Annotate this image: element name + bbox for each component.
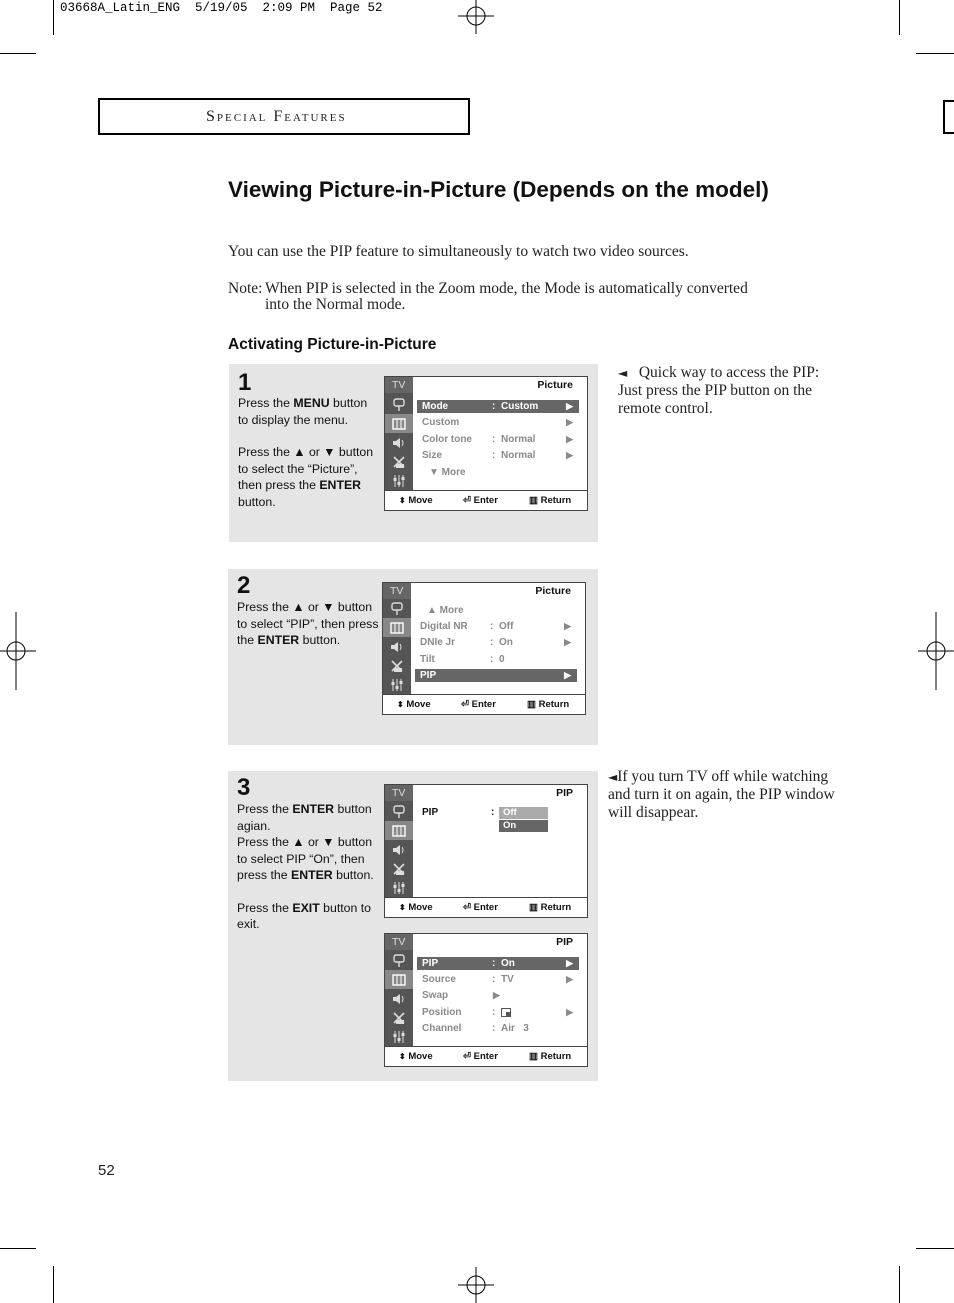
subheading: Activating Picture-in-Picture — [228, 336, 437, 353]
tip-line: Just press the PIP button on the — [618, 382, 813, 399]
picture-icon — [383, 618, 411, 637]
position-icon — [501, 1008, 511, 1021]
return-icon: ▥ — [529, 495, 538, 506]
sound-icon — [385, 840, 413, 859]
move-hint: ⬍ Move — [399, 902, 433, 913]
return-icon: ▥ — [527, 699, 536, 710]
return-icon: ▥ — [529, 1051, 538, 1062]
setup-icon — [385, 471, 413, 490]
osd-footer — [385, 490, 587, 510]
osd-row-position[interactable]: Position : ▶ — [417, 1006, 579, 1019]
note-label: Note: — [228, 280, 263, 297]
osd-row-tilt[interactable]: Tilt : 0 — [420, 654, 505, 665]
registration-mark-icon — [918, 612, 954, 690]
osd-picture-menu-2 — [382, 582, 586, 715]
enter-hint: ⏎ Enter — [463, 902, 498, 913]
osd-row-more[interactable]: ▼ More — [429, 467, 466, 478]
step-number: 3 — [237, 774, 251, 801]
updown-arrow-icon: ⬍ — [399, 1052, 406, 1061]
sound-icon — [385, 433, 413, 452]
step-2-panel — [228, 569, 598, 745]
step-1-instructions: Press the MENU button to display the menu. Press the ▲ or ▼ button to select the “Picture”, then press the ENTER button. — [238, 396, 374, 509]
move-hint: ⬍ Move — [399, 1051, 433, 1062]
osd-row-size[interactable]: Size : Normal ▶ — [422, 450, 573, 461]
return-hint: ▥ Return — [527, 699, 570, 710]
registration-mark-icon — [458, 0, 494, 36]
osd-row-more[interactable]: ▲ More — [427, 605, 464, 616]
osd-footer — [385, 1046, 587, 1066]
tip-quick-access — [618, 364, 848, 418]
osd-row-swap[interactable]: Swap ▶ — [422, 990, 500, 1001]
crop-mark — [53, 0, 54, 35]
crop-mark — [899, 0, 900, 35]
picture-icon — [385, 970, 413, 989]
updown-arrow-icon: ⬍ — [397, 700, 404, 709]
osd-title: PIP — [556, 936, 573, 948]
move-hint: ⬍ Move — [399, 495, 433, 506]
osd-row-mode[interactable]: Mode : Custom ▶ — [417, 400, 579, 413]
crop-mark — [53, 1266, 54, 1303]
input-icon — [385, 802, 413, 821]
channel-icon — [383, 656, 411, 675]
page-title: Viewing Picture-in-Picture (Depends on the model) — [228, 177, 769, 202]
osd-pip-label: PIP — [422, 807, 439, 818]
osd-row-color-tone[interactable]: Color tone : Normal ▶ — [422, 434, 573, 445]
note-text: into the Normal mode. — [265, 296, 406, 313]
sound-icon — [385, 989, 413, 1008]
tip-line: If you turn TV off while watching — [617, 768, 829, 785]
registration-mark-icon — [0, 612, 36, 690]
osd-colon: : — [491, 807, 495, 818]
section-header-box — [98, 98, 470, 135]
setup-icon — [385, 1027, 413, 1046]
channel-icon — [385, 1008, 413, 1027]
crop-mark — [899, 1266, 900, 1303]
enter-icon: ⏎ — [463, 495, 471, 506]
page-number: 52 — [98, 1162, 115, 1179]
osd-row-pip[interactable]: PIP ▶ — [415, 669, 577, 682]
osd-pip-menu — [384, 784, 588, 918]
tip-line: will disappear. — [608, 804, 699, 821]
osd-tv-label: TV — [385, 934, 413, 950]
step-number: 1 — [238, 369, 252, 396]
osd-row-custom[interactable]: Custom ▶ — [422, 417, 573, 428]
osd-sidebar — [385, 785, 413, 897]
osd-title: Picture — [537, 379, 573, 391]
input-icon — [383, 599, 411, 618]
crop-mark — [916, 53, 954, 54]
osd-row-dnie[interactable]: DNIe Jr : On ▶ — [420, 637, 571, 648]
channel-icon — [385, 452, 413, 471]
osd-row-digital-nr[interactable]: Digital NR : Off ▶ — [420, 621, 571, 632]
crop-mark — [916, 1248, 954, 1249]
osd-row-channel[interactable]: Channel : Air 3 — [422, 1023, 529, 1034]
channel-icon — [385, 859, 413, 878]
pip-option-on[interactable]: On — [499, 820, 548, 832]
chapter-tab — [943, 100, 954, 134]
enter-hint: ⏎ Enter — [463, 495, 498, 506]
input-icon — [385, 951, 413, 970]
step-3-instructions: Press the ENTER button agian. Press the ▲ or ▼ button to select PIP “On”, then press the ENTER button. Press the EXIT button to exit. — [237, 802, 374, 931]
step-number: 2 — [237, 572, 251, 599]
picture-icon — [385, 414, 413, 433]
step-3-panel — [228, 771, 598, 1081]
intro-text: You can use the PIP feature to simultaneously to watch two video sources. — [228, 243, 689, 260]
pointer-left-icon: ◄ — [618, 366, 628, 380]
setup-icon — [385, 878, 413, 897]
picture-icon — [385, 821, 413, 840]
tip-power-off — [608, 768, 848, 822]
enter-icon: ⏎ — [463, 1051, 471, 1062]
tip-line: and turn it on again, the PIP window — [608, 786, 835, 803]
osd-title: PIP — [556, 787, 573, 799]
enter-icon: ⏎ — [463, 902, 471, 913]
tip-line: Quick way to access the PIP: — [638, 364, 820, 381]
return-hint: ▥ Return — [529, 495, 572, 506]
step-2-instructions: Press the ▲ or ▼ button to select “PIP”, then press the ENTER button. — [237, 600, 379, 647]
note-text: When PIP is selected in the Zoom mode, the Mode is automatically converted — [265, 280, 748, 297]
setup-icon — [383, 675, 411, 694]
osd-row-source[interactable]: Source : TV ▶ — [422, 974, 573, 985]
pointer-left-icon: ◄ — [608, 770, 618, 784]
return-hint: ▥ Return — [529, 902, 572, 913]
osd-footer — [383, 694, 585, 714]
step-1-panel — [229, 364, 598, 542]
osd-tv-label: TV — [385, 377, 413, 393]
osd-sidebar — [383, 583, 411, 694]
registration-mark-icon — [458, 1267, 494, 1303]
return-icon: ▥ — [529, 902, 538, 913]
crop-mark — [0, 1248, 36, 1249]
return-hint: ▥ Return — [529, 1051, 572, 1062]
osd-pip-settings — [384, 933, 588, 1067]
updown-arrow-icon: ⬍ — [399, 903, 406, 912]
osd-tv-label: TV — [385, 785, 413, 801]
section-title: Special Features — [206, 108, 347, 125]
osd-picture-menu — [384, 376, 588, 511]
print-slug: 03668A_Latin_ENG 5/19/05 2:09 PM Page 52 — [60, 1, 383, 15]
input-icon — [385, 395, 413, 414]
osd-sidebar — [385, 377, 413, 490]
osd-row-pip[interactable]: PIP : On ▶ — [417, 957, 579, 970]
enter-hint: ⏎ Enter — [463, 1051, 498, 1062]
osd-tv-label: TV — [383, 583, 411, 599]
crop-mark — [0, 53, 36, 54]
osd-sidebar — [385, 934, 413, 1046]
tip-line: remote control. — [618, 400, 713, 417]
osd-footer — [385, 897, 587, 917]
pip-option-off[interactable]: Off — [499, 807, 548, 819]
enter-hint: ⏎ Enter — [461, 699, 496, 710]
move-hint: ⬍ Move — [397, 699, 431, 710]
sound-icon — [383, 637, 411, 656]
osd-title: Picture — [535, 585, 571, 597]
enter-icon: ⏎ — [461, 699, 469, 710]
updown-arrow-icon: ⬍ — [399, 496, 406, 505]
